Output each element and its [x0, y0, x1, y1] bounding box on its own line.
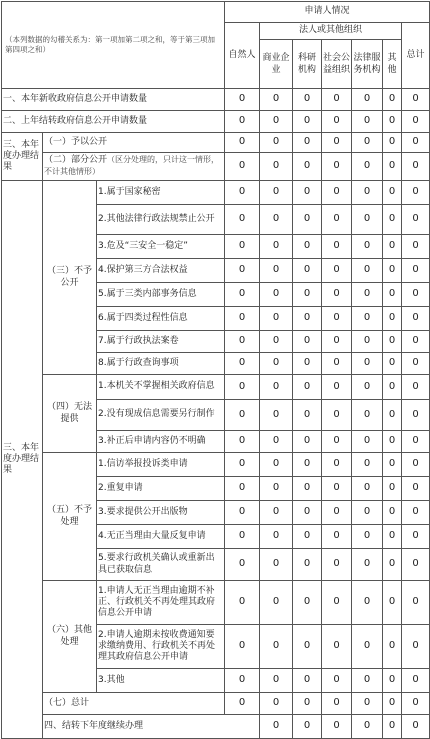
header-sub-col: 科研机构 — [293, 40, 322, 89]
row-label-note: （区分处理的，只计这一情形，不计其他情形） — [44, 155, 220, 176]
value-cell: 0 — [260, 625, 293, 669]
value-cell: 0 — [260, 431, 293, 453]
item-label: 8.属于行政查询事项 — [97, 353, 225, 375]
value-cell: 0 — [225, 477, 260, 501]
row-label: 二、上年结转政府信息公开申请数量 — [2, 111, 225, 133]
header-sub-col: 社会公益组织 — [322, 40, 352, 89]
value-cell: 0 — [322, 625, 352, 669]
header-applicant-status: 申请人情况 — [225, 2, 430, 23]
value-cell: 0 — [322, 259, 352, 283]
value-cell: 0 — [352, 477, 383, 501]
value-cell: 0 — [352, 153, 383, 181]
value-cell: 0 — [322, 89, 352, 111]
value-cell: 0 — [293, 525, 322, 549]
value-cell: 0 — [293, 477, 322, 501]
value-cell: 0 — [322, 431, 352, 453]
value-cell: 0 — [402, 205, 430, 235]
value-cell: 0 — [260, 331, 293, 353]
value-cell: 0 — [225, 625, 260, 669]
item-label: 1.信访举报投诉类申请 — [97, 453, 225, 477]
value-cell: 0 — [383, 283, 402, 307]
value-cell: 0 — [383, 353, 402, 375]
value-cell: 0 — [383, 89, 402, 111]
section-3-label: 三、本年度办理结果 — [2, 133, 43, 181]
row-label — [43, 153, 225, 181]
item-label: 5.属于三类内部事务信息 — [97, 283, 225, 307]
value-cell: 0 — [402, 133, 430, 153]
section-3-label: 三、本年度办理结果 — [2, 181, 43, 739]
header-legal-group: 法人或其他组织 — [260, 23, 402, 40]
value-cell: 0 — [383, 525, 402, 549]
value-cell: 0 — [322, 353, 352, 375]
value-cell: 0 — [402, 375, 430, 400]
value-cell: 0 — [260, 353, 293, 375]
value-cell: 0 — [402, 307, 430, 331]
value-cell: 0 — [383, 549, 402, 581]
value-cell: 0 — [402, 549, 430, 581]
value-cell: 0 — [293, 581, 322, 625]
item-label: 3.其他 — [97, 669, 225, 693]
item-label: 2.没有现成信息需要另行制作 — [97, 400, 225, 431]
row-label-text: （二）部分公开 — [44, 155, 108, 166]
value-cell: 0 — [260, 375, 293, 400]
group-label: （六）其他处理 — [43, 581, 97, 693]
value-cell: 0 — [225, 307, 260, 331]
row-label: 四、结转下年度继续办理 — [43, 715, 260, 739]
value-cell: 0 — [352, 307, 383, 331]
value-cell: 0 — [402, 111, 430, 133]
item-label: 4.无正当理由大量反复申请 — [97, 525, 225, 549]
value-cell: 0 — [293, 205, 322, 235]
value-cell: 0 — [322, 153, 352, 181]
value-cell: 0 — [260, 453, 293, 477]
value-cell: 0 — [322, 693, 352, 715]
value-cell: 0 — [260, 669, 293, 693]
value-cell: 0 — [322, 669, 352, 693]
item-label: 3.要求提供公开出版物 — [97, 501, 225, 525]
value-cell: 0 — [383, 431, 402, 453]
value-cell: 0 — [260, 89, 293, 111]
value-cell: 0 — [383, 111, 402, 133]
value-cell: 0 — [322, 549, 352, 581]
value-cell: 0 — [225, 89, 260, 111]
value-cell: 0 — [260, 307, 293, 331]
value-cell: 0 — [402, 259, 430, 283]
value-cell: 0 — [260, 111, 293, 133]
value-cell: 0 — [322, 453, 352, 477]
value-cell: 0 — [383, 181, 402, 205]
value-cell: 0 — [225, 259, 260, 283]
item-label: 3.补正后申请内容仍不明确 — [97, 431, 225, 453]
value-cell: 0 — [352, 625, 383, 669]
value-cell: 0 — [352, 525, 383, 549]
value-cell: 0 — [402, 283, 430, 307]
value-cell: 0 — [260, 153, 293, 181]
value-cell: 0 — [322, 331, 352, 353]
value-cell: 0 — [225, 400, 260, 431]
value-cell: 0 — [402, 693, 430, 715]
value-cell: 0 — [225, 111, 260, 133]
value-cell: 0 — [260, 205, 293, 235]
value-cell: 0 — [225, 501, 260, 525]
value-cell: 0 — [225, 431, 260, 453]
value-cell: 0 — [402, 625, 430, 669]
value-cell: 0 — [402, 669, 430, 693]
value-cell: 0 — [402, 453, 430, 477]
value-cell: 0 — [322, 205, 352, 235]
value-cell: 0 — [225, 205, 260, 235]
value-cell: 0 — [225, 133, 260, 153]
value-cell: 0 — [383, 400, 402, 431]
value-cell: 0 — [225, 331, 260, 353]
value-cell: 0 — [293, 353, 322, 375]
value-cell: 0 — [383, 453, 402, 477]
value-cell: 0 — [352, 259, 383, 283]
value-cell: 0 — [352, 89, 383, 111]
header-sub-col: 法律服务机构 — [352, 40, 383, 89]
value-cell: 0 — [260, 181, 293, 205]
value-cell: 0 — [383, 501, 402, 525]
value-cell: 0 — [293, 669, 322, 693]
group-label: （五）不予处理 — [43, 453, 97, 581]
value-cell: 0 — [322, 283, 352, 307]
group-label: （三）不予公开 — [43, 181, 97, 375]
value-cell: 0 — [260, 400, 293, 431]
value-cell: 0 — [383, 375, 402, 400]
value-cell: 0 — [260, 235, 293, 259]
value-cell: 0 — [352, 353, 383, 375]
value-cell: 0 — [293, 501, 322, 525]
header-total: 总计 — [402, 23, 430, 89]
value-cell: 0 — [402, 235, 430, 259]
value-cell: 0 — [225, 581, 260, 625]
header-sub-col: 其他 — [383, 40, 402, 89]
value-cell: 0 — [352, 133, 383, 153]
header-sub-col: 商业企业 — [260, 40, 293, 89]
value-cell: 0 — [402, 715, 430, 739]
value-cell: 0 — [322, 235, 352, 259]
value-cell: 0 — [293, 400, 322, 431]
item-label: 5.要求行政机关确认或重新出具已获取信息 — [97, 549, 225, 581]
value-cell: 0 — [322, 525, 352, 549]
value-cell: 0 — [260, 283, 293, 307]
value-cell: 0 — [260, 259, 293, 283]
value-cell: 0 — [402, 525, 430, 549]
value-cell: 0 — [352, 283, 383, 307]
value-cell: 0 — [225, 525, 260, 549]
value-cell: 0 — [352, 715, 383, 739]
value-cell: 0 — [293, 235, 322, 259]
value-cell: 0 — [322, 181, 352, 205]
value-cell: 0 — [322, 307, 352, 331]
group-label: （四）无法提供 — [43, 375, 97, 453]
value-cell: 0 — [322, 111, 352, 133]
row-label: （一）予以公开 — [43, 133, 225, 153]
item-label: 3.危及“三安全一稳定” — [97, 235, 225, 259]
value-cell: 0 — [352, 581, 383, 625]
value-cell: 0 — [352, 375, 383, 400]
value-cell: 0 — [402, 431, 430, 453]
value-cell: 0 — [383, 581, 402, 625]
value-cell: 0 — [225, 669, 260, 693]
value-cell: 0 — [293, 625, 322, 669]
item-label: 4.保护第三方合法权益 — [97, 259, 225, 283]
value-cell: 0 — [293, 431, 322, 453]
item-label: 1.申请人无正当理由逾期不补正、行政机关不再处理其政府信息公开申请 — [97, 581, 225, 625]
value-cell: 0 — [383, 259, 402, 283]
value-cell: 0 — [225, 181, 260, 205]
value-cell: 0 — [322, 375, 352, 400]
value-cell: 0 — [322, 501, 352, 525]
value-cell: 0 — [293, 715, 322, 739]
value-cell: 0 — [293, 283, 322, 307]
row-label: （七）总计 — [43, 693, 225, 715]
value-cell: 0 — [383, 235, 402, 259]
value-cell: 0 — [293, 307, 322, 331]
value-cell: 0 — [225, 153, 260, 181]
value-cell: 0 — [352, 693, 383, 715]
value-cell: 0 — [402, 331, 430, 353]
value-cell: 0 — [352, 111, 383, 133]
value-cell: 0 — [260, 581, 293, 625]
value-cell: 0 — [402, 581, 430, 625]
value-cell: 0 — [322, 477, 352, 501]
value-cell: 0 — [225, 283, 260, 307]
value-cell: 0 — [293, 331, 322, 353]
item-label: 7.属于行政执法案卷 — [97, 331, 225, 353]
item-label: 1.本机关不掌握相关政府信息 — [97, 375, 225, 400]
value-cell: 0 — [260, 525, 293, 549]
value-cell: 0 — [260, 133, 293, 153]
value-cell: 0 — [293, 89, 322, 111]
value-cell: 0 — [293, 181, 322, 205]
value-cell: 0 — [352, 181, 383, 205]
value-cell: 0 — [352, 453, 383, 477]
value-cell: 0 — [225, 693, 260, 715]
item-label: 1.属于国家秘密 — [97, 181, 225, 205]
value-cell: 0 — [322, 715, 352, 739]
value-cell: 0 — [402, 477, 430, 501]
value-cell: 0 — [225, 375, 260, 400]
item-label: 6.属于四类过程性信息 — [97, 307, 225, 331]
value-cell: 0 — [293, 259, 322, 283]
value-cell: 0 — [293, 153, 322, 181]
value-cell: 0 — [260, 693, 293, 715]
value-cell: 0 — [225, 453, 260, 477]
value-cell: 0 — [402, 353, 430, 375]
value-cell: 0 — [322, 400, 352, 431]
value-cell: 0 — [383, 205, 402, 235]
value-cell: 0 — [383, 625, 402, 669]
header-natural-person: 自然人 — [225, 23, 260, 89]
value-cell: 0 — [225, 353, 260, 375]
item-label: 2.其他法律行政法规禁止公开 — [97, 205, 225, 235]
value-cell: 0 — [260, 715, 293, 739]
item-label: 2.申请人逾期未按收费通知要求缴纳费用、行政机关不再处理其政府信息公开申请 — [97, 625, 225, 669]
value-cell: 0 — [402, 153, 430, 181]
value-cell: 0 — [352, 205, 383, 235]
value-cell: 0 — [352, 669, 383, 693]
value-cell: 0 — [352, 501, 383, 525]
item-label: 2.重复申请 — [97, 477, 225, 501]
value-cell: 0 — [225, 549, 260, 581]
value-cell: 0 — [293, 693, 322, 715]
value-cell: 0 — [383, 693, 402, 715]
header-note: （本列数据的勾稽关系为：第一项加第二项之和，等于第三项加第四项之和） — [2, 2, 225, 89]
value-cell: 0 — [402, 501, 430, 525]
value-cell: 0 — [402, 181, 430, 205]
value-cell: 0 — [352, 431, 383, 453]
disclosure-table — [1, 1, 430, 739]
value-cell: 0 — [383, 477, 402, 501]
value-cell: 0 — [383, 133, 402, 153]
value-cell: 0 — [293, 453, 322, 477]
value-cell: 0 — [352, 400, 383, 431]
value-cell: 0 — [293, 375, 322, 400]
value-cell: 0 — [383, 331, 402, 353]
value-cell: 0 — [383, 307, 402, 331]
value-cell: 0 — [383, 153, 402, 181]
value-cell: 0 — [402, 400, 430, 431]
value-cell: 0 — [322, 581, 352, 625]
value-cell: 0 — [293, 111, 322, 133]
row-label: 一、本年新收政府信息公开申请数量 — [2, 89, 225, 111]
value-cell: 0 — [352, 235, 383, 259]
value-cell: 0 — [260, 549, 293, 581]
value-cell: 0 — [383, 669, 402, 693]
value-cell: 0 — [225, 235, 260, 259]
value-cell: 0 — [322, 133, 352, 153]
value-cell: 0 — [352, 331, 383, 353]
value-cell: 0 — [402, 89, 430, 111]
value-cell: 0 — [352, 549, 383, 581]
value-cell: 0 — [260, 501, 293, 525]
value-cell: 0 — [383, 715, 402, 739]
value-cell: 0 — [260, 477, 293, 501]
value-cell: 0 — [293, 133, 322, 153]
value-cell: 0 — [293, 549, 322, 581]
